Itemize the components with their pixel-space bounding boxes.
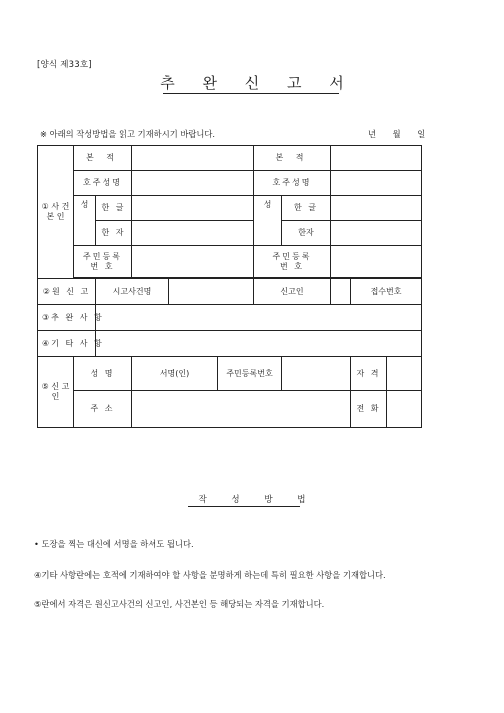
resident-number-label: 주민등록 번 호 <box>74 246 132 278</box>
phone-label: 전 화 <box>351 391 387 428</box>
title-underline <box>163 93 339 94</box>
hanja-label: 한 자 <box>96 221 132 246</box>
table-row <box>38 331 422 357</box>
original-report-label: ②원 신 고 <box>38 279 96 305</box>
note-item: • 도장을 찍는 대신에 서명을 하셔도 됩니다. <box>34 539 194 549</box>
bonjeok-input[interactable] <box>132 146 254 171</box>
phone-input[interactable] <box>387 391 422 428</box>
hangul-input[interactable] <box>132 196 254 221</box>
page-title: 추 완 신 고 서 <box>160 74 344 92</box>
hoju-name-input[interactable] <box>132 171 254 196</box>
name-label: 성 명 <box>74 357 132 391</box>
other-input[interactable] <box>96 331 422 357</box>
reporter-input[interactable] <box>331 279 351 305</box>
supplement-input[interactable] <box>96 305 422 331</box>
instruction-text: ※ 아래의 작성방법을 읽고 기재하시기 바랍니다. <box>40 129 216 139</box>
other-label: ④기 타 사 항 <box>38 331 96 357</box>
reporter-section-label: ⑤ 신 고 인 <box>38 357 74 428</box>
table-row <box>38 221 422 246</box>
bonjeok-label-right: 본 적 <box>254 146 331 171</box>
note-item: ⑤란에서 자격은 원신고사건의 신고인, 사건본인 등 해당되는 자격을 기재합니다. <box>34 599 325 609</box>
hanja-input[interactable] <box>132 221 254 246</box>
report-case-name-input[interactable] <box>169 279 254 305</box>
qualification-input[interactable] <box>387 357 422 391</box>
hanja-input-right[interactable] <box>331 221 422 246</box>
address-input[interactable] <box>132 391 351 428</box>
report-case-name-label: 시고사건명 <box>96 279 169 305</box>
reporter-label: 신고인 <box>254 279 331 305</box>
seong-label: 성 <box>74 196 96 246</box>
resident-number-label-right: 주민등록 번 호 <box>254 246 331 278</box>
seong-label-right: 성 <box>254 196 282 246</box>
receipt-number-cell <box>351 279 422 305</box>
hoju-name-label: 호주성명 <box>74 171 132 196</box>
date-label: 년 월 일 <box>368 129 426 139</box>
table-row <box>38 391 422 428</box>
table-row <box>38 196 422 221</box>
table-row <box>38 246 422 278</box>
signature-label: 서명(인) <box>132 357 218 391</box>
bonjeok-input-right[interactable] <box>331 146 422 171</box>
receipt-number-label: 접수번호 <box>370 286 402 296</box>
hoju-name-label-right: 호주성명 <box>254 171 331 196</box>
table-row <box>38 279 422 305</box>
hangul-label-right: 한 글 <box>282 196 331 221</box>
bonjeok-label: 본 적 <box>74 146 132 171</box>
resident-number-input-right[interactable] <box>331 246 422 278</box>
form-number: [양식 제33호] <box>37 60 92 70</box>
hoju-name-input-right[interactable] <box>331 171 422 196</box>
table-row <box>38 357 422 391</box>
hanja-label-right: 한자 <box>282 221 331 246</box>
hangul-input-right[interactable] <box>331 196 422 221</box>
resident-number-single-label: 주민등록번호 <box>218 357 282 391</box>
resident-number-input[interactable] <box>132 246 254 278</box>
report-form-table <box>37 145 422 428</box>
hangul-label: 한 글 <box>96 196 132 221</box>
qualification-label: 자 격 <box>351 357 387 391</box>
method-title-underline <box>188 506 300 507</box>
reporter-resident-number-input[interactable] <box>282 357 351 391</box>
table-row <box>38 305 422 331</box>
table-row <box>38 146 422 171</box>
supplement-label: ③추 완 사 항 <box>38 305 96 331</box>
method-title: 작 성 방 법 <box>198 495 306 505</box>
table-row <box>38 171 422 196</box>
address-label: 주 소 <box>74 391 132 428</box>
note-item: ④기타 사항란에는 호적에 기재하여야 할 사항을 분명하게 하는데 특히 필요한 사항을 기재합니다. <box>34 570 386 580</box>
subject-person-label: ① 사 건 본 인 <box>38 146 74 279</box>
